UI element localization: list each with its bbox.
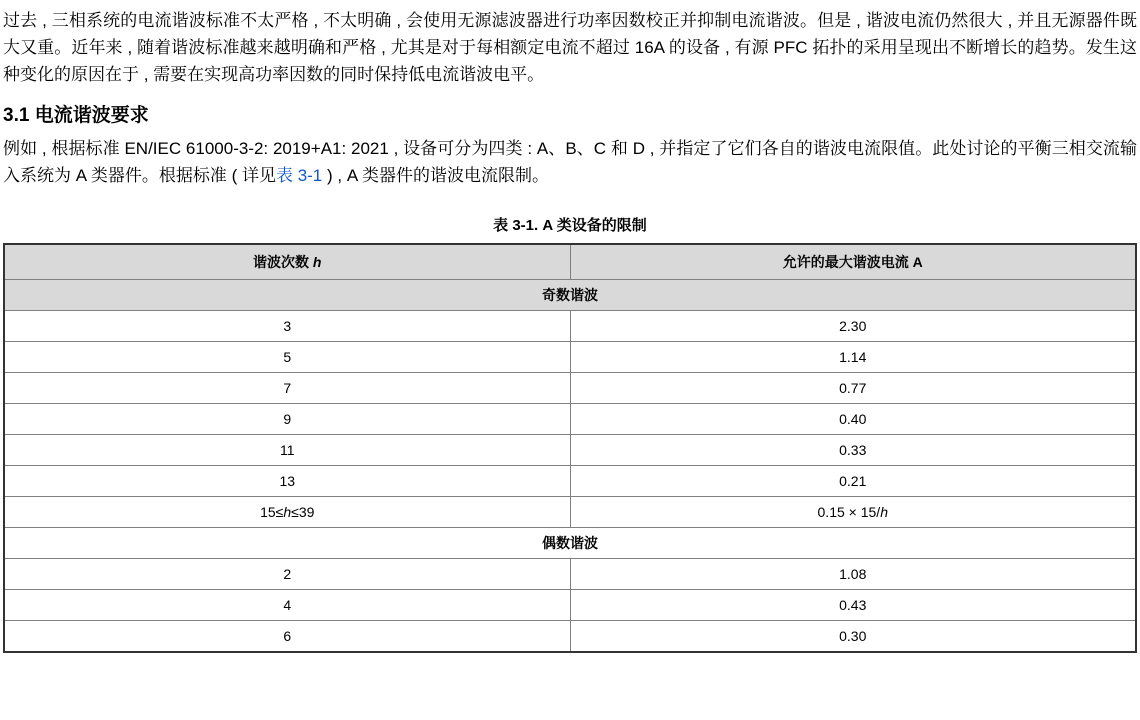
table-body (4, 280, 1136, 653)
paragraph-standard (3, 135, 1137, 189)
table-row (4, 497, 1136, 528)
section-label: 奇数谐波 (4, 280, 1136, 311)
table-row (4, 404, 1136, 435)
table-cell: 1.08 (570, 559, 1136, 590)
table-row (4, 621, 1136, 653)
harmonic-order-variable: h (312, 254, 322, 270)
table-3-1-link[interactable]: 表 3-1 (275, 166, 323, 185)
table-cell: 0.21 (570, 466, 1136, 497)
section-row (4, 528, 1136, 559)
table-cell: 9 (4, 404, 570, 435)
table-cell: 15≤h≤39 (4, 497, 570, 528)
table-row (4, 311, 1136, 342)
table-row (4, 342, 1136, 373)
table-cell: 11 (4, 435, 570, 466)
table-row (4, 590, 1136, 621)
table-cell: 0.40 (570, 404, 1136, 435)
table-cell: 2 (4, 559, 570, 590)
table-cell: 7 (4, 373, 570, 404)
harmonic-order-label: 谐波次数 (253, 254, 313, 270)
paragraph-intro: 过去 , 三相系统的电流谐波标准不太严格 , 不太明确 , 会使用无源滤波器进行功率因数校正并抑制电流谐波。但是 , 谐波电流仍然很大 , 并且无源器件既大又重。近年来 , 随着谐波标准越来越明确和严格 , 尤其是对于每相额定电流不超过 16A 的设备 , 有源 PFC 拓扑的采用呈现出不断增长的趋势。发生这种变化的原因在于 , 需要在实现高功率因数的同时保持低电流谐波电平。 (3, 11, 1137, 84)
table-header-max-current: 允许的最大谐波电流 A (570, 244, 1136, 280)
table-header-harmonic-order (4, 244, 570, 280)
table-row (4, 435, 1136, 466)
paragraph-standard-text-before: 例如 , 根据标准 EN/IEC 61000-3-2: 2019+A1: 2021 , 设备可分为四类 : A、B、C 和 D , 并指定了它们各自的谐波电流限值。此处讨论的平衡三相交流输入系统为 A 类器件。根据标准 ( 详见 (3, 139, 1137, 185)
table-row (4, 559, 1136, 590)
table-row (4, 466, 1136, 497)
table-cell: 3 (4, 311, 570, 342)
section-row (4, 280, 1136, 311)
table-header-row (4, 244, 1136, 280)
table-cell: 0.15 × 15/h (570, 497, 1136, 528)
table-cell: 5 (4, 342, 570, 373)
table-cell: 0.30 (570, 621, 1136, 653)
table-cell: 4 (4, 590, 570, 621)
harmonic-limits-table (3, 243, 1137, 653)
section-heading: 3.1 电流谐波要求 (3, 105, 149, 126)
table-caption: 表 3-1. A 类设备的限制 (493, 217, 647, 234)
table-cell: 0.77 (570, 373, 1136, 404)
section-label: 偶数谐波 (4, 528, 1136, 559)
table-cell: 0.43 (570, 590, 1136, 621)
paragraph-standard-text-after: ) , A 类器件的谐波电流限制。 (322, 166, 549, 185)
table-cell: 2.30 (570, 311, 1136, 342)
table-cell: 1.14 (570, 342, 1136, 373)
table-row (4, 373, 1136, 404)
table-cell: 0.33 (570, 435, 1136, 466)
table-cell: 6 (4, 621, 570, 653)
table-cell: 13 (4, 466, 570, 497)
